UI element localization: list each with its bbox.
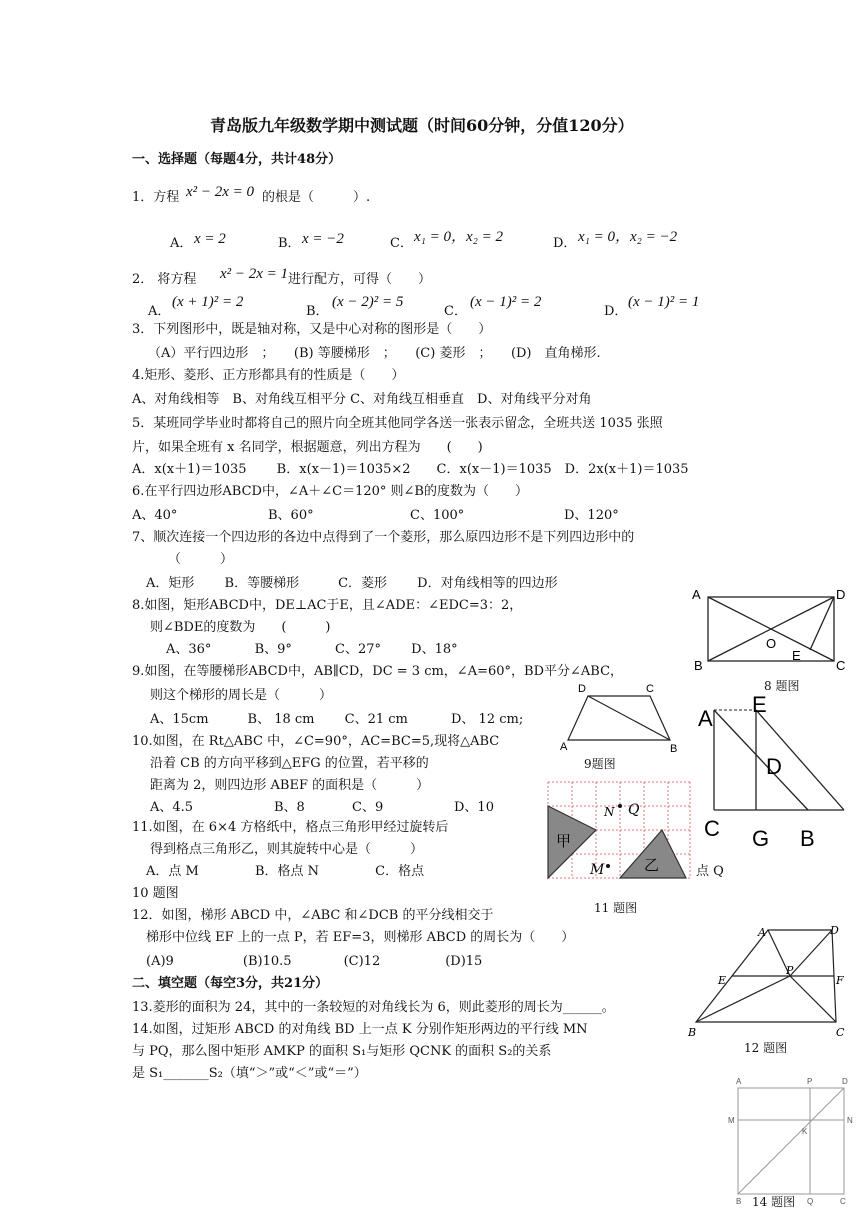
q9-line2: 则这个梯形的周长是（ ） — [150, 688, 333, 703]
fig8-label-a: A — [692, 587, 701, 602]
fig14-label-c: C — [840, 1197, 846, 1206]
q4-options: A、对角线相等 B、对角线互相平分 C、对角线互相垂直 D、对角线平分对角 — [132, 392, 592, 407]
q10-option-b: B、8 — [274, 800, 305, 815]
fig14-label-p: P — [807, 1077, 813, 1086]
fig12-label-e: E — [718, 974, 727, 987]
figure-12-trapezoid — [686, 922, 850, 1040]
q9-line1: 9.如图，在等腰梯形ABCD中，AB∥CD，DC = 3 cm，∠A=60°，BD平分∠ABC， — [132, 664, 624, 679]
q1-option-a-label: A． — [170, 236, 193, 251]
fig14-label-b: B — [736, 1197, 742, 1206]
q2-option-c: (x − 1)² = 2 — [470, 294, 542, 310]
q9-options: A、15cm B、 18 cm C、21 cm D、 12 cm; — [150, 712, 524, 727]
q6-option-c: C、100° — [410, 508, 465, 523]
fig8-label-e: E — [792, 648, 801, 663]
q6-option-d: D、120° — [564, 508, 619, 523]
q10-option-a: A、4.5 — [150, 800, 194, 815]
q3-options: （A）平行四边形 ； (B) 等腰梯形 ； (C) 菱形 ； (D) 直角梯形. — [148, 346, 601, 361]
q8-line2: 则∠BDE的度数为 ( ) — [150, 620, 331, 635]
q10-line3: 距离为 2，则四边形 ABEF 的面积是（ ） — [150, 778, 430, 793]
fig14-caption: 14 题图 — [752, 1195, 796, 1209]
q4-stem: 4.矩形、菱形、正方形都具有的性质是（ ） — [132, 368, 405, 383]
q14-line2: 与 PQ，那么图中矩形 AMKP 的面积 S₁与矩形 QCNK 的面积 S₂的关系 — [132, 1044, 552, 1059]
figure-9-trapezoid — [556, 682, 686, 754]
fig14-label-d: D — [842, 1077, 848, 1086]
fig12-label-a: A — [758, 926, 766, 939]
fig11-label-n: N — [604, 805, 615, 819]
fig12-caption: 12 题图 — [744, 1041, 788, 1055]
q1-option-b: x = −2 — [302, 231, 344, 247]
q1-option-c-label: C． — [390, 236, 413, 251]
q2-option-b-label: B． — [306, 304, 329, 319]
figure-14-rectangle — [728, 1074, 856, 1206]
q5-options: A．x(x＋1)＝1035 B．x(x－1)＝1035×2 C．x(x－1)＝1035 D．2x(x＋1)＝1035 — [132, 462, 689, 477]
fig12-label-p: P — [786, 964, 794, 977]
section-fill-heading: 二、填空题（每空3分，共21分） — [132, 976, 329, 991]
q6-option-b: B、60° — [268, 508, 314, 523]
q14-line1: 14.如图，过矩形 ABCD 的对角线 BD 上一点 K 分别作矩形两边的平行线 MN — [132, 1022, 588, 1037]
fig12-label-b: B — [688, 1026, 697, 1039]
q3-stem: 3．下列图形中，既是轴对称，又是中心对称的图形是（ ） — [132, 322, 492, 337]
fig8-label-c: C — [836, 658, 846, 673]
fig14-label-a: A — [736, 1077, 742, 1086]
fig14-label-n: N — [847, 1116, 853, 1125]
fig12-label-c: C — [836, 1026, 845, 1039]
fig9-label-d: D — [578, 683, 586, 695]
fig10-label-d: D — [766, 754, 782, 779]
fig9-label-b: B — [670, 743, 678, 754]
figure-11-grid — [544, 778, 694, 884]
q8-line1: 8.如图，矩形ABCD中，DE⊥AC于E，且∠ADE：∠EDC=3：2， — [132, 598, 523, 613]
fig10-label-c: C — [704, 816, 720, 841]
q5-line2: 片，如果全班有 x 名同学，根据题意，列出方程为 ( ) — [132, 440, 483, 455]
fig14-label-m: M — [728, 1116, 735, 1125]
q12-line1: 12．如图，梯形 ABCD 中，∠ABC 和∠DCB 的平分线相交于 — [132, 908, 494, 923]
q1-option-d-label: D． — [553, 236, 577, 251]
fig8-label-b: B — [694, 658, 703, 673]
q7-options: A．矩形 B．等腰梯形 C．菱形 D．对角线相等的四边形 — [146, 576, 558, 591]
fig9-label-a: A — [560, 741, 568, 753]
fig10-label-e: E — [752, 696, 767, 717]
q13-stem: 13.菱形的面积为 24，其中的一条较短的对角线长为 6，则此菱形的周长为______。 — [132, 1000, 615, 1015]
q5-line1: 5．某班同学毕业时都将自己的照片向全班其他同学各送一张表示留念，全班共送 1035 张照 — [132, 416, 663, 431]
q1-option-a: x = 2 — [194, 231, 226, 247]
fig10-label-b: B — [800, 826, 815, 851]
fig11-caption: 11 题图 — [594, 901, 638, 915]
q11-line1: 11.如图，在 6×4 方格纸中，格点三角形甲经过旋转后 — [132, 820, 449, 835]
q6-stem: 6.在平行四边形ABCD中，∠A＋∠C＝120° 则∠B的度数为（ ） — [132, 484, 528, 499]
q7-line1: 7、顺次连接一个四边形的各边中点得到了一个菱形，那么原四边形不是下列四边形中的 — [132, 530, 635, 545]
q1-equation: x² − 2x = 0 — [186, 184, 255, 200]
q2-equation: x² − 2x = 1 — [220, 266, 289, 282]
fig8-label-o: O — [766, 636, 777, 651]
fig11-label-q: Q — [628, 802, 640, 818]
fig12-label-d: D — [830, 924, 839, 937]
q10-line1: 10.如图，在 Rt△ABC 中，∠C=90°，AC=BC=5,现将△ABC — [132, 734, 500, 749]
q12-options: (A)9 (B)10.5 (C)12 (D)15 — [146, 954, 483, 969]
q1-option-b-label: B． — [278, 236, 301, 251]
fig14-label-k: K — [802, 1127, 808, 1136]
q10-option-c: C、9 — [352, 800, 384, 815]
q2-stem-b: 进行配方，可得（ ） — [288, 272, 432, 287]
fig14-label-q: Q — [807, 1197, 814, 1206]
q10-option-d: D、10 — [454, 800, 494, 815]
fig11-label-yi: 乙 — [644, 856, 660, 874]
page-title: 青岛版九年级数学期中测试题（时间60分钟，分值120分） — [210, 116, 634, 135]
section-choice-heading: 一、选择题（每题4分，共计48分） — [132, 152, 342, 167]
fig11-label-m: M — [590, 862, 605, 878]
q6-option-a: A、40° — [132, 508, 178, 523]
q2-option-a: (x + 1)² = 2 — [172, 294, 244, 310]
q12-line2: 梯形中位线 EF 上的一点 P，若 EF=3，则梯形 ABCD 的周长为（ ） — [146, 930, 575, 945]
q11-option-tail: 点 Q — [696, 864, 724, 879]
q2-option-b: (x − 2)² = 5 — [332, 294, 404, 310]
fig8-caption: 8 题图 — [764, 679, 800, 693]
q2-stem-a: 2． 将方程 — [132, 272, 197, 287]
fig12-label-f: F — [836, 974, 844, 987]
q2-option-a-label: A． — [148, 304, 171, 319]
fig9-caption: 9题图 — [584, 757, 616, 771]
q2-option-d: (x − 1)² = 1 — [628, 294, 700, 310]
q8-options: A、36° B、9° C、27° D、18° — [166, 642, 458, 657]
q1-stem-a: 1．方程 — [132, 190, 180, 205]
q11-line2: 得到格点三角形乙，则其旋转中心是（ ） — [150, 842, 424, 857]
figure-10-triangles — [696, 696, 846, 854]
q7-line2: （ ） — [168, 552, 234, 567]
fig8-label-d: D — [836, 587, 846, 602]
fig10-label-g: G — [752, 826, 770, 851]
fig10-caption: 10 题图 — [132, 886, 179, 901]
q2-option-c-label: C． — [444, 304, 467, 319]
q1-option-d: x₁ = 0，x₂ = −2 — [578, 229, 678, 245]
fig10-label-a: A — [698, 706, 713, 731]
q1-stem-b: 的根是（ ）. — [262, 190, 371, 205]
fig9-label-c: C — [646, 683, 654, 695]
q11-options: A．点 M B．格点 N C．格点 — [146, 864, 425, 879]
q1-option-c: x₁ = 0，x₂ = 2 — [414, 229, 503, 245]
q2-option-d-label: D． — [604, 304, 628, 319]
q10-line2: 沿着 CB 的方向平移到△EFG 的位置，若平移的 — [150, 756, 429, 771]
q14-line3: 是 S₁_______S₂（填“＞”或“＜”或“＝”） — [132, 1066, 367, 1081]
fig11-label-jia: 甲 — [556, 832, 572, 850]
